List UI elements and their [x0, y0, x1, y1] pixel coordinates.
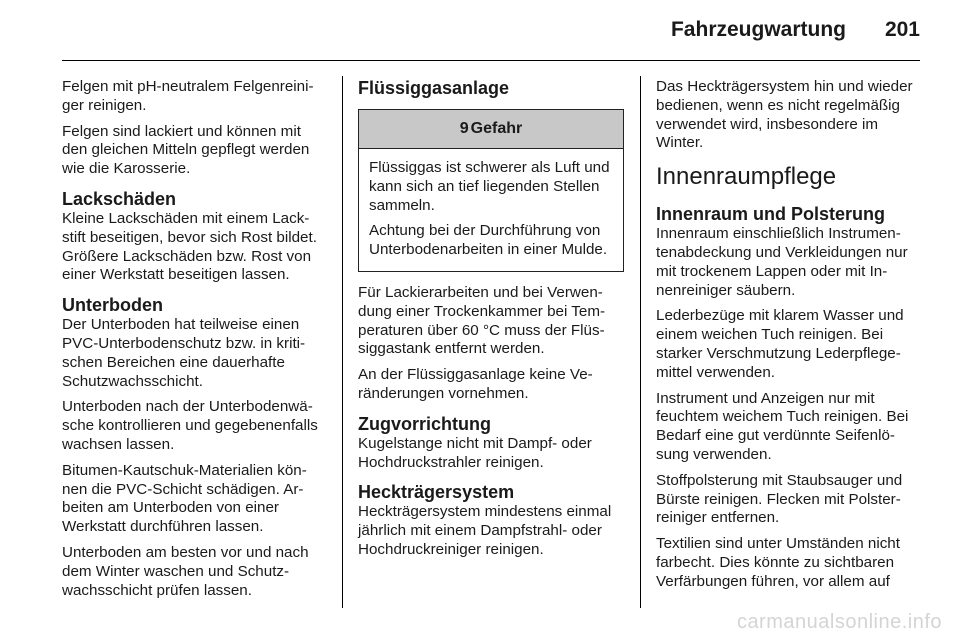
paragraph: Heckträgersystem mindestens einmal jährlich mit einem Dampfstrahl- oder Hochdruckreiniger reinigen.	[358, 503, 612, 558]
page-header	[62, 0, 920, 62]
page-number: 201	[884, 18, 920, 41]
column-divider	[342, 76, 343, 608]
chapter-title: Fahrzeugwartung	[670, 18, 846, 41]
section-heading-zugvorrichtung: Zugvorrichtung	[358, 413, 491, 434]
column-3	[656, 78, 922, 599]
paragraph: Stoffpolsterung mit Staubsauger und Bürste reinigen. Flecken mit Polsterreiniger entfernen.	[656, 471, 903, 527]
column-1	[62, 78, 326, 607]
paragraph: Das Heckträgersystem hin und wieder bedienen, wenn es nicht regelmäßig verwendet wird, insbesondere im Winter.	[656, 78, 913, 152]
section-heading-innenraum-polsterung: Innenraum und Polsterung	[656, 204, 886, 225]
paragraph: Instrument und Anzeigen nur mit feuchtem weichem Tuch reinigen. Bei Bedarf eine gut verdünnte Seifenlösung verwenden.	[656, 389, 909, 463]
warning-triangle-icon: 9	[459, 120, 469, 137]
column-divider	[640, 76, 641, 608]
paragraph: Achtung bei der Durchführung von Unterbodenarbeiten in einer Mulde.	[369, 222, 608, 259]
paragraph: Flüssiggas ist schwerer als Luft und kann sich an tief liegenden Stellen sammeln.	[369, 159, 610, 214]
chapter-heading-innenraumpflege: Innenraumpflege	[656, 163, 837, 191]
paragraph: Unterboden nach der Unterbodenwäsche kontrollieren und gegebenenfalls wachsen lassen.	[62, 398, 318, 453]
paragraph: Bitumen-Kautschuk-Materialien können die PVC-Schicht schädigen. Arbeiten am Unterboden von einer Werkstatt durchführen lassen.	[62, 461, 307, 536]
section-heading-fluessiggasanlage: Flüssiggasanlage	[358, 78, 510, 98]
column-2	[358, 78, 624, 567]
warning-title: Gefahr	[470, 120, 523, 137]
paragraph: An der Flüssiggasanlage keine Veränderungen vornehmen.	[358, 366, 593, 402]
paragraph: Kugelstange nicht mit Dampf- oder Hochdruckstrahler reinigen.	[358, 434, 592, 471]
warning-header	[359, 110, 623, 149]
header-divider	[62, 60, 920, 61]
paragraph: Innenraum einschließlich Instrumentenabdeckung und Verkleidungen nur mit trockenem Lappen oder mit Innenreiniger säubern.	[656, 225, 908, 299]
watermark: carmanualsonline.info	[736, 611, 942, 633]
paragraph: Felgen sind lackiert und können mit den gleichen Mitteln gepflegt werden wie die Karosserie.	[62, 122, 310, 178]
paragraph: Kleine Lackschäden mit einem Lackstift beseitigen, bevor sich Rost bildet. Größere Lackschäden bzw. Rost von einer Werkstatt beseitigen lassen.	[62, 209, 317, 284]
paragraph: Textilien sind unter Umständen nicht farbecht. Dies könnte zu sichtbaren Verfärbungen führen, vor allem auf	[656, 535, 900, 590]
paragraph: Felgen mit pH-neutralem Felgenreiniger reinigen.	[62, 78, 314, 114]
section-heading-lackschaeden: Lackschäden	[62, 188, 177, 209]
warning-body	[359, 149, 623, 271]
paragraph: Für Lackierarbeiten und bei Verwendung einer Trockenkammer bei Temperaturen über 60 °C muss der Flüssiggastank entfernt werden.	[358, 283, 606, 358]
section-heading-hecktraegersystem: Heckträgersystem	[358, 482, 515, 503]
danger-warning-box	[358, 109, 624, 272]
paragraph: Lederbezüge mit klarem Wasser und einem weichen Tuch reinigen. Bei starker Verschmutzung Lederpflegemittel verwenden.	[656, 307, 904, 381]
paragraph: Der Unterboden hat teilweise einen PVC-Unterbodenschutz bzw. in kritischen Bereichen eine dauerhafte Schutzwachsschicht.	[62, 316, 306, 390]
section-heading-unterboden: Unterboden	[62, 295, 163, 316]
paragraph: Unterboden am besten vor und nach dem Winter waschen und Schutzwachsschicht prüfen lassen.	[62, 543, 309, 599]
